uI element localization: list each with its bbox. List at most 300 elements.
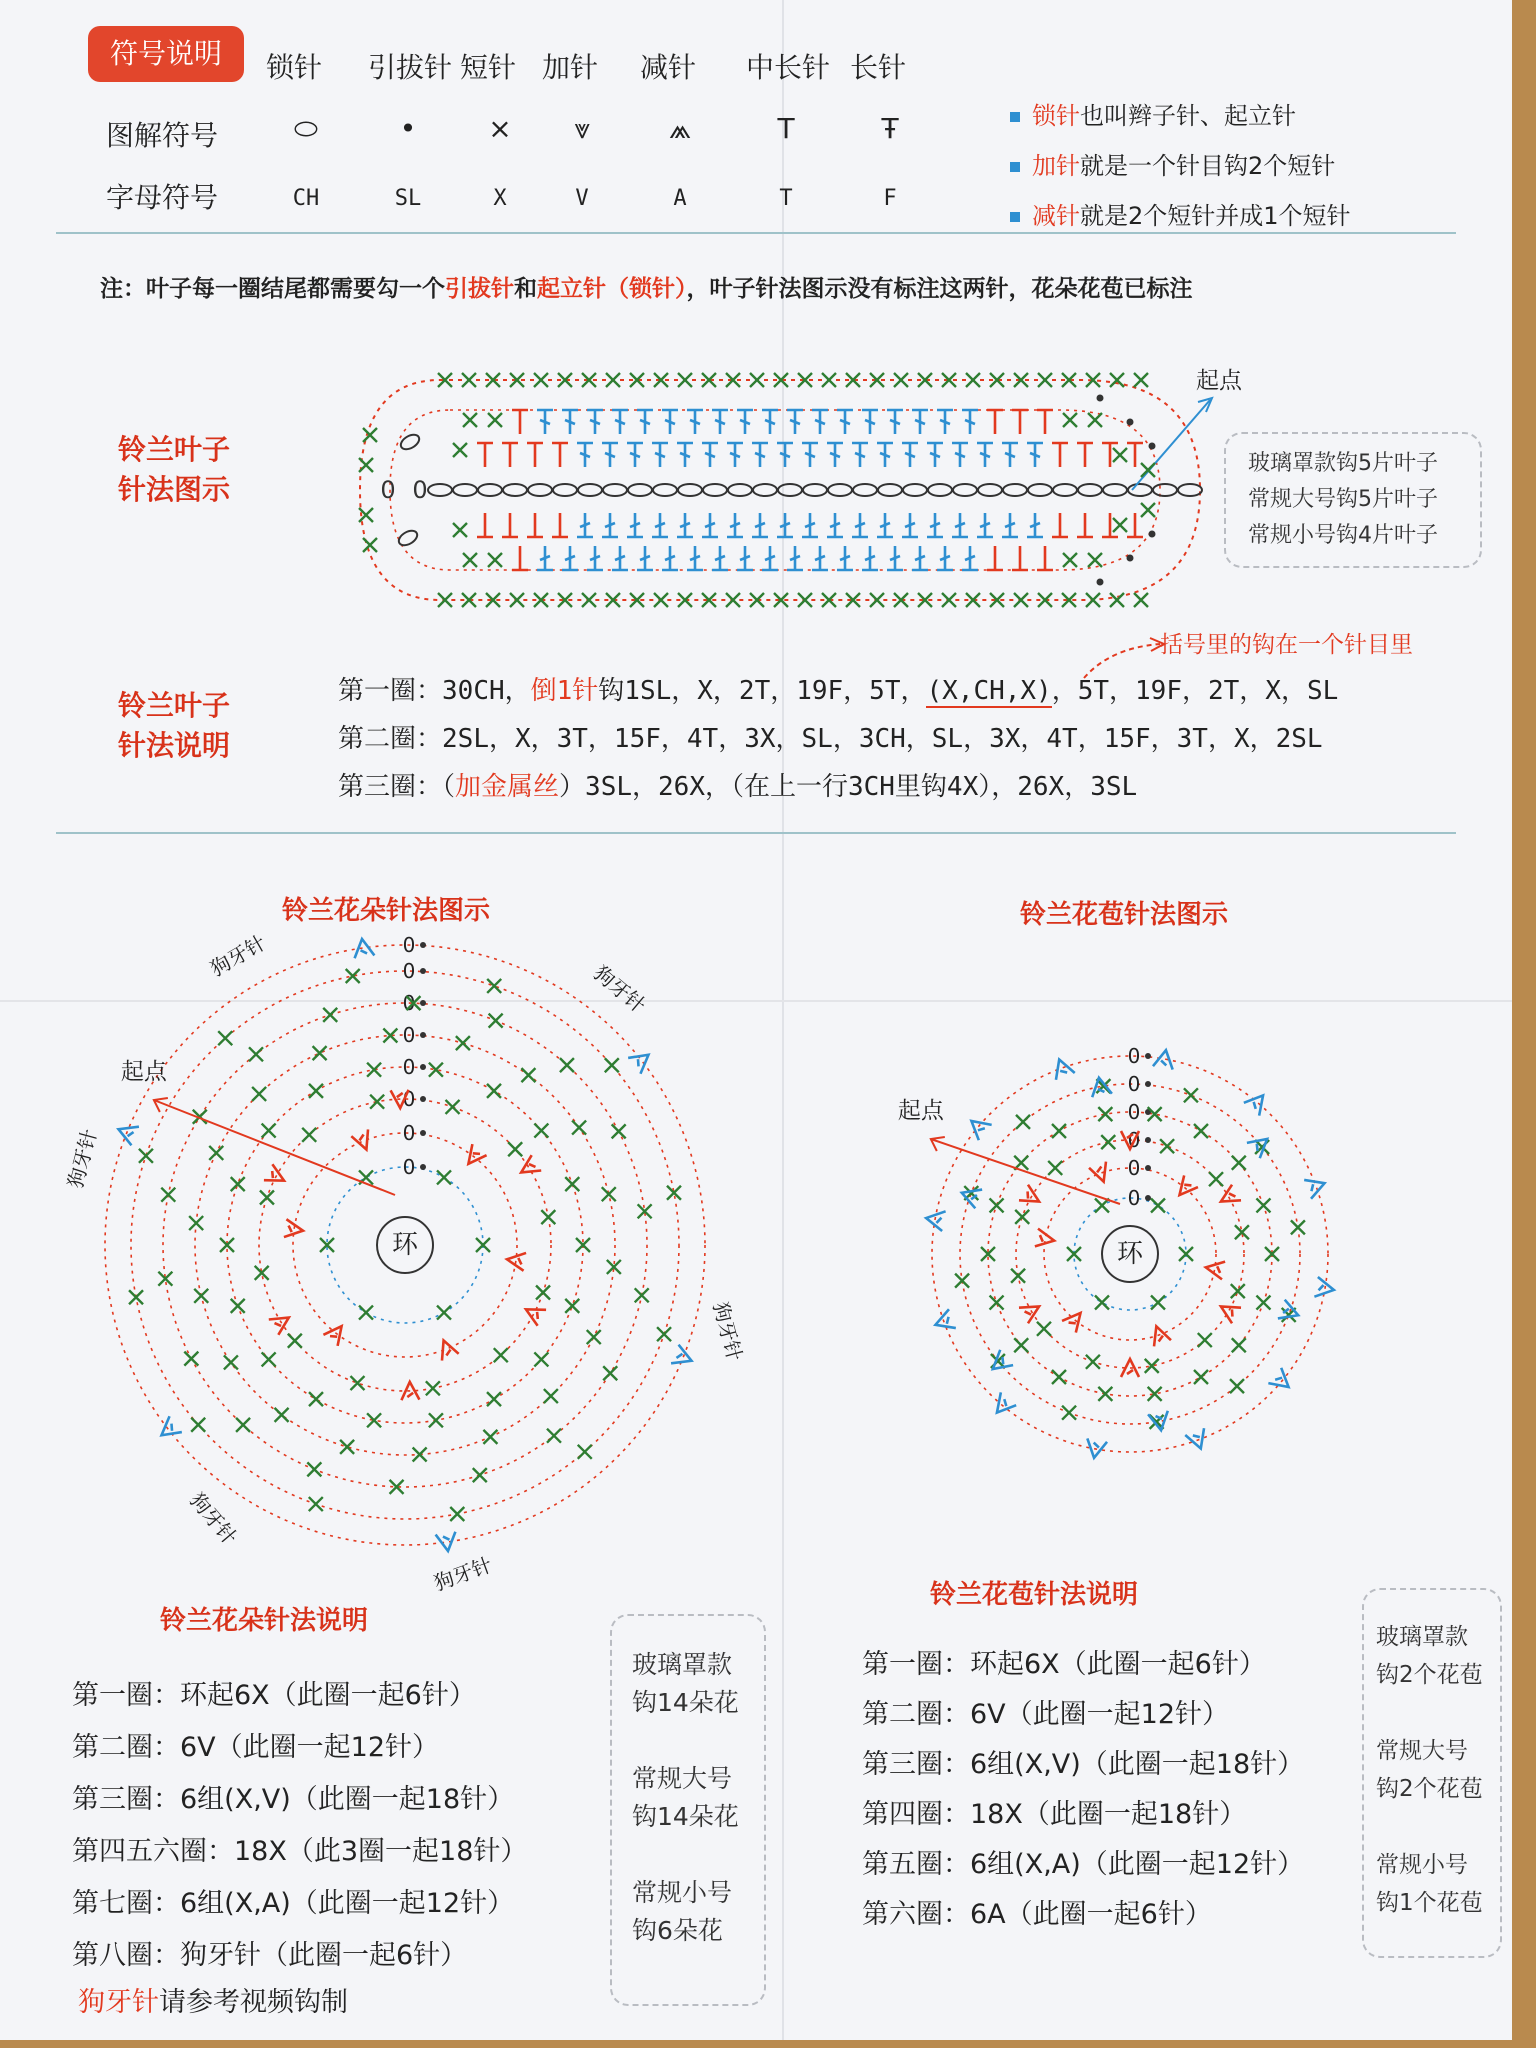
legend-abbreviation: CH	[292, 186, 320, 211]
sc-stitch-icon	[603, 1366, 617, 1380]
sc-stitch-icon	[1011, 1269, 1025, 1283]
stitch-stroke	[1216, 1185, 1241, 1210]
decrease-stitch-icon	[671, 1345, 695, 1370]
sc-stitch-icon	[565, 1177, 579, 1191]
note-increase	[1010, 146, 1335, 181]
flower-round: 第四五六圈：18X（此3圈一起18针）	[72, 1836, 528, 1867]
legend-abbreviation: T	[779, 186, 793, 211]
chain-stitch-icon: 0	[1127, 1100, 1141, 1124]
sc-stitch-icon	[463, 553, 477, 567]
sc-stitch-icon	[473, 1468, 487, 1482]
legend-badge: 符号说明	[88, 26, 244, 82]
sc-stitch-icon	[657, 1327, 671, 1341]
sc-stitch-icon	[1086, 1355, 1100, 1369]
chain-stitch-icon: 0	[402, 1121, 416, 1145]
hdc-stitch-icon	[502, 513, 518, 537]
increase-stitch-icon	[1035, 1229, 1056, 1250]
count-line: 钩14朵花	[632, 1688, 739, 1717]
note-decrease	[1010, 196, 1351, 231]
chain-stitch-icon	[1128, 484, 1152, 496]
note-text: 就是一个针目钩2个短针	[1080, 152, 1336, 180]
chain-stitch-icon	[528, 484, 552, 496]
sc-stitch-icon	[541, 1210, 555, 1224]
count-line: 钩2个花苞	[1376, 1662, 1483, 1688]
chain-stitch-icon	[478, 484, 502, 496]
increase-stitch-icon	[516, 1155, 541, 1180]
slip-stitch-icon	[1097, 579, 1104, 586]
sc-stitch-icon	[139, 1149, 153, 1163]
slip-stitch-icon	[420, 1000, 426, 1006]
chain-stitch-icon	[398, 432, 421, 452]
dc-stitch-icon	[1002, 513, 1018, 537]
sc-stitch-icon	[489, 1014, 503, 1028]
sc-stitch-icon	[966, 593, 980, 607]
sc-stitch-icon	[255, 1266, 269, 1280]
slip-stitch-icon	[1145, 1165, 1151, 1171]
hdc-stitch-icon	[1052, 513, 1068, 537]
chain-stitch-icon	[503, 484, 527, 496]
sc-stitch-icon	[453, 443, 467, 457]
round-label: 第二圈：	[338, 724, 443, 754]
legend-abbreviation: F	[883, 186, 897, 211]
sc-stitch-icon	[678, 593, 692, 607]
slip-stitch-icon	[1145, 1137, 1151, 1143]
stitch-stroke	[435, 1337, 458, 1360]
chain-stitch-icon	[1103, 484, 1127, 496]
dc-stitch-icon	[827, 443, 843, 467]
dc-stitch-icon	[927, 443, 943, 467]
decrease-stitch-icon	[1089, 1076, 1112, 1097]
sc-stitch-icon	[209, 1146, 223, 1160]
sc-stitch-icon	[1134, 593, 1148, 607]
round-text: 2SL，X，3T，15F，4T，3X，SL，3CH，SL，3X，4T，15F，3T，X，2SL	[442, 724, 1323, 754]
sc-stitch-icon	[340, 1440, 354, 1454]
sc-stitch-icon	[231, 1299, 245, 1313]
dc-stitch-icon	[602, 443, 618, 467]
notice-line	[100, 270, 1193, 303]
sc-stitch-icon	[1088, 413, 1102, 427]
notice-suffix: ，叶子针法图示没有标注这两针，花朵花苞已标注	[686, 276, 1193, 302]
chain-stitch-icon: 0	[1127, 1186, 1141, 1210]
legend-abbreviation: A	[673, 186, 687, 211]
decrease-stitch-icon	[1304, 1174, 1328, 1199]
slip-stitch-icon	[1145, 1195, 1151, 1201]
dc-stitch-icon	[877, 513, 893, 537]
dc-stitch-icon	[877, 443, 893, 467]
leaf-round-1	[338, 670, 1338, 707]
bud-count-text	[1376, 1618, 1483, 1922]
sc-stitch-icon	[262, 1352, 276, 1366]
sc-stitch-icon	[1101, 1135, 1115, 1149]
leaf-diagram-title-1: 铃兰叶子	[118, 433, 231, 466]
hdc-stitch-icon	[1102, 443, 1118, 467]
sc-stitch-icon	[487, 979, 501, 993]
dc-stitch-icon	[652, 443, 668, 467]
bullet-icon	[1010, 162, 1020, 172]
sc-stitch-icon	[966, 373, 980, 387]
bud-rounds	[862, 1640, 1304, 1940]
bud-round: 第五圈：6组(X,A)（此圈一起12针）	[862, 1849, 1305, 1880]
sc-stitch-icon	[309, 1392, 323, 1406]
dc-stitch-icon	[577, 513, 593, 537]
sc-stitch-icon	[161, 1188, 175, 1202]
sc-stitch-icon	[822, 593, 836, 607]
dc-stitch-icon	[637, 410, 653, 434]
leaf-start-label: 起点	[1196, 368, 1242, 394]
flower-footnote	[78, 1980, 348, 2019]
dc-stitch-icon	[962, 410, 978, 434]
chain-stitch-icon	[703, 484, 727, 496]
sc-stitch-icon	[1052, 1124, 1066, 1138]
chain-stitch-icon	[1178, 484, 1202, 496]
slip-stitch-icon	[1097, 395, 1104, 402]
stitch-stroke	[1216, 1299, 1241, 1324]
stitch-stroke	[1148, 1411, 1171, 1432]
flower-stitch-diagram	[60, 930, 750, 1596]
sc-stitch-icon	[605, 1058, 619, 1072]
chain-stitch-icon	[1053, 484, 1077, 496]
footnote-term: 狗牙针	[78, 1987, 159, 2018]
sc-stitch-icon	[1063, 553, 1077, 567]
stitch-stroke	[436, 1532, 458, 1553]
flower-round: 第二圈：6V（此圈一起12针）	[72, 1732, 440, 1763]
hdc-stitch-icon	[1037, 410, 1053, 434]
note-term: 减针	[1032, 202, 1080, 230]
leaf-round-3	[338, 766, 1137, 803]
sc-stitch-icon	[1048, 1161, 1062, 1175]
leaf-stitch-diagram	[340, 360, 1220, 630]
dc-stitch-icon	[752, 443, 768, 467]
count-line: 玻璃罩款	[632, 1650, 733, 1679]
dc-stitch-icon	[677, 443, 693, 467]
count-line: 钩2个花苞	[1376, 1776, 1483, 1802]
sc-stitch-icon	[1014, 593, 1028, 607]
stitch-stroke	[1204, 1259, 1225, 1280]
sc-stitch-icon	[236, 1418, 250, 1432]
decrease-stitch-icon	[352, 938, 374, 959]
sc-stitch-icon	[262, 1124, 276, 1138]
sc-stitch-icon	[1086, 593, 1100, 607]
sc-stitch-icon	[367, 1063, 381, 1077]
sc-stitch-icon	[483, 1430, 497, 1444]
pieces-line: 常规小号钩4片叶子	[1248, 523, 1438, 548]
dc-stitch-icon	[937, 410, 953, 434]
stitch-stroke	[671, 1345, 695, 1370]
legend-stitch-name: 加针	[542, 51, 599, 84]
flower-round: 第七圈：6组(X,A)（此圈一起12针）	[72, 1888, 515, 1919]
sc-stitch-icon	[249, 1047, 263, 1061]
legend-stitch-name: 引拔针	[368, 51, 453, 84]
sc-stitch-icon	[1160, 1139, 1174, 1153]
sc-stitch-icon	[990, 1198, 1004, 1212]
dc-stitch-icon	[902, 513, 918, 537]
stitch-stroke	[522, 1301, 546, 1325]
pieces-line: 常规大号钩5片叶子	[1248, 487, 1438, 512]
flower-desc-title: 铃兰花朵针法说明	[160, 1606, 369, 1636]
slip-stitch-icon	[420, 1130, 426, 1136]
chain-stitch-icon	[853, 484, 877, 496]
sc-stitch-icon	[1095, 1199, 1109, 1213]
chain-stitch-icon: 0	[402, 991, 416, 1015]
increase-stitch-icon	[522, 1301, 546, 1325]
picot-label: 狗牙针	[63, 1126, 102, 1191]
sc-stitch-icon	[822, 373, 836, 387]
chain-stitch-icon: 0	[1127, 1072, 1141, 1096]
sc-stitch-icon	[544, 1389, 558, 1403]
slip-stitch-icon	[420, 1096, 426, 1102]
legend-symbol-icon: •	[399, 112, 417, 145]
stitch-stroke	[352, 938, 374, 959]
pieces-line: 玻璃罩款钩5片叶子	[1248, 451, 1438, 476]
decrease-stitch-icon	[155, 1416, 181, 1443]
dc-stitch-icon	[787, 410, 803, 434]
dc-stitch-icon	[1027, 513, 1043, 537]
stitch-stroke	[1050, 1056, 1075, 1080]
sc-stitch-icon	[1151, 1199, 1165, 1213]
sc-stitch-icon	[521, 1068, 535, 1082]
sc-stitch-icon	[508, 1142, 522, 1156]
decrease-stitch-icon	[436, 1532, 458, 1553]
sc-stitch-icon	[1113, 448, 1127, 462]
start-label: 起点	[897, 1098, 944, 1124]
bud-round: 第四圈：18X（此圈一起18针）	[862, 1799, 1247, 1830]
bud-round: 第三圈：6组(X,V)（此圈一起18针）	[862, 1749, 1305, 1780]
hdc-stitch-icon	[552, 443, 568, 467]
sc-stitch-icon	[184, 1352, 198, 1366]
bud-round: 第一圈：环起6X（此圈一起6针）	[862, 1649, 1266, 1680]
dc-stitch-icon	[927, 513, 943, 537]
dc-stitch-icon	[737, 410, 753, 434]
sc-stitch-icon	[426, 1381, 440, 1395]
sc-stitch-icon	[363, 538, 377, 552]
flower-round: 第一圈：环起6X（此圈一起6针）	[72, 1680, 476, 1711]
sc-stitch-icon	[572, 1121, 586, 1135]
leaf-outline-round-3	[360, 380, 1200, 600]
sc-stitch-icon	[453, 523, 467, 537]
picot-label: 狗牙针	[708, 1299, 747, 1364]
dc-stitch-icon	[562, 410, 578, 434]
sc-stitch-icon	[534, 1124, 548, 1138]
dc-stitch-icon	[862, 546, 878, 570]
decrease-stitch-icon	[1153, 1048, 1176, 1069]
dc-stitch-icon	[802, 513, 818, 537]
hdc-stitch-icon	[552, 513, 568, 537]
dc-stitch-icon	[952, 513, 968, 537]
dc-stitch-icon	[777, 513, 793, 537]
dc-stitch-icon	[902, 443, 918, 467]
sc-stitch-icon	[462, 593, 476, 607]
bud-diagram-title: 铃兰花苞针法图示	[1020, 900, 1229, 930]
sc-stitch-icon	[194, 1289, 208, 1303]
sc-stitch-icon	[955, 1274, 969, 1288]
sc-stitch-icon	[1198, 1333, 1212, 1347]
chain-stitch-icon	[753, 484, 777, 496]
note-text: 也叫辫子针、起立针	[1080, 102, 1296, 130]
sc-stitch-icon	[488, 553, 502, 567]
dc-stitch-icon	[537, 410, 553, 434]
leaf-pieces-box	[1224, 432, 1482, 568]
sc-stitch-icon	[587, 1330, 601, 1344]
slip-stitch-icon	[1149, 531, 1156, 538]
picot-label: 狗牙针	[588, 960, 651, 1018]
slip-stitch-icon	[1149, 443, 1156, 450]
sc-stitch-icon	[1134, 373, 1148, 387]
sc-stitch-icon	[288, 1334, 302, 1348]
round-text: （	[442, 772, 456, 802]
note-term: 加针	[1032, 152, 1080, 180]
hdc-stitch-icon	[1127, 443, 1143, 467]
increase-stitch-icon	[435, 1337, 458, 1360]
sc-stitch-icon	[450, 1507, 464, 1521]
leaf-round-2	[338, 718, 1323, 755]
sc-stitch-icon	[218, 1031, 232, 1045]
hdc-stitch-icon	[527, 513, 543, 537]
hdc-stitch-icon	[1012, 410, 1028, 434]
stitch-stroke	[965, 1113, 992, 1140]
sc-stitch-icon	[1110, 593, 1124, 607]
sc-stitch-icon	[363, 428, 377, 442]
sc-stitch-icon	[476, 1238, 490, 1252]
sc-stitch-icon	[547, 1429, 561, 1443]
dc-stitch-icon	[612, 546, 628, 570]
slip-stitch-icon	[1127, 419, 1134, 426]
slip-stitch-icon	[1127, 555, 1134, 562]
sc-stitch-icon	[534, 1352, 548, 1366]
decrease-stitch-icon	[628, 1047, 654, 1074]
dc-stitch-icon	[662, 410, 678, 434]
leaf-diagram-title	[118, 430, 230, 510]
dc-stitch-icon	[827, 513, 843, 537]
flower-count-text	[632, 1646, 739, 1950]
increase-stitch-icon	[1216, 1299, 1241, 1324]
sc-stitch-icon	[275, 1408, 289, 1422]
legend-letter-label: 字母符号	[106, 181, 219, 214]
divider	[56, 832, 1456, 834]
sc-stitch-icon	[870, 593, 884, 607]
magic-ring-label: 环	[391, 1230, 419, 1260]
sc-stitch-icon	[307, 1462, 321, 1476]
dc-stitch-icon	[587, 546, 603, 570]
dc-stitch-icon	[862, 410, 878, 434]
dc-stitch-icon	[712, 546, 728, 570]
hdc-stitch-icon	[477, 443, 493, 467]
picot-label: 狗牙针	[430, 1552, 496, 1596]
chain-stitch-icon: 0	[1127, 1044, 1141, 1068]
round-bracket-group: (X,CH,X)	[926, 676, 1052, 706]
sc-stitch-icon	[252, 1087, 266, 1101]
legend-abbreviation: SL	[394, 186, 422, 211]
bud-count-box	[1362, 1588, 1502, 1958]
sc-stitch-icon	[413, 1447, 427, 1461]
slip-stitch-icon	[420, 942, 426, 948]
sc-stitch-icon	[942, 593, 956, 607]
sc-stitch-icon	[1151, 1295, 1165, 1309]
dc-stitch-icon	[962, 546, 978, 570]
sc-stitch-icon	[750, 373, 764, 387]
slip-stitch-icon	[420, 1164, 426, 1170]
sc-stitch-icon	[488, 413, 502, 427]
notice-term-1: 引拔针	[445, 276, 514, 302]
dc-stitch-icon	[577, 443, 593, 467]
sc-stitch-icon	[1209, 1172, 1223, 1186]
sc-stitch-icon	[191, 1418, 205, 1432]
chain-stitch-icon	[828, 484, 852, 496]
sc-stitch-icon	[350, 1376, 364, 1390]
decrease-stitch-icon	[1244, 1089, 1271, 1116]
leaf-pieces-text	[1248, 446, 1438, 554]
sc-stitch-icon	[1037, 1322, 1051, 1336]
dc-stitch-icon	[762, 546, 778, 570]
dc-stitch-icon	[852, 513, 868, 537]
dc-stitch-icon	[702, 443, 718, 467]
hdc-stitch-icon	[1052, 443, 1068, 467]
chain-stitch-icon: 0	[402, 1155, 416, 1179]
sc-stitch-icon	[678, 373, 692, 387]
sc-stitch-icon	[224, 1355, 238, 1369]
sc-stitch-icon	[1141, 463, 1155, 477]
legend-symbol-icon: ⩔	[574, 112, 590, 145]
chain-stitch-icon	[1028, 484, 1052, 496]
dc-stitch-icon	[787, 546, 803, 570]
dc-stitch-icon	[952, 443, 968, 467]
slip-stitch-icon	[1145, 1081, 1151, 1087]
hdc-stitch-icon	[512, 410, 528, 434]
count-line: 钩1个花苞	[1376, 1890, 1483, 1916]
chain-stitch-icon	[778, 484, 802, 496]
sc-stitch-icon	[1291, 1220, 1305, 1234]
count-line: 玻璃罩款	[1376, 1624, 1468, 1650]
sc-stitch-icon	[231, 1177, 245, 1191]
stitch-stroke	[155, 1416, 181, 1443]
legend-stitch-name: 锁针	[266, 51, 323, 84]
divider	[56, 232, 1456, 234]
dc-stitch-icon	[777, 443, 793, 467]
hdc-stitch-icon	[1037, 546, 1053, 570]
count-line: 常规大号	[1376, 1738, 1468, 1764]
leaf-diagram-title-2: 针法图示	[118, 473, 231, 506]
dc-stitch-icon	[977, 513, 993, 537]
sc-stitch-icon	[1232, 1156, 1246, 1170]
sc-stitch-icon	[189, 1216, 203, 1230]
dc-stitch-icon	[727, 443, 743, 467]
legend-stitch-name: 短针	[460, 51, 517, 84]
sc-stitch-icon	[510, 593, 524, 607]
slip-stitch-icon	[1145, 1053, 1151, 1059]
legend-diagram-label: 图解符号	[106, 119, 219, 152]
stitch-stroke	[1153, 1048, 1176, 1069]
stitch-stroke	[1304, 1174, 1328, 1199]
notice-term-2: 起立针（锁针）	[537, 276, 687, 302]
sc-stitch-icon	[494, 1348, 508, 1362]
chain-stitch-icon: 0	[412, 476, 428, 504]
hdc-stitch-icon	[527, 443, 543, 467]
chain-stitch-icon: 0	[402, 959, 416, 983]
sc-stitch-icon	[635, 1288, 649, 1302]
sc-stitch-icon	[798, 593, 812, 607]
chain-stitch-icon	[628, 484, 652, 496]
round-highlight: 加金属丝	[455, 772, 560, 802]
count-line: 钩6朵花	[632, 1916, 723, 1945]
chain-stitch-icon	[1153, 484, 1177, 496]
chain-stitch-icon	[603, 484, 627, 496]
dc-stitch-icon	[977, 443, 993, 467]
dc-stitch-icon	[627, 443, 643, 467]
flower-round: 第三圈：6组(X,V)（此圈一起18针）	[72, 1784, 515, 1815]
sc-stitch-icon	[437, 1170, 451, 1184]
sc-stitch-icon	[1194, 1370, 1208, 1384]
flower-rounds	[72, 1670, 527, 1982]
increase-stitch-icon	[1089, 1162, 1112, 1185]
